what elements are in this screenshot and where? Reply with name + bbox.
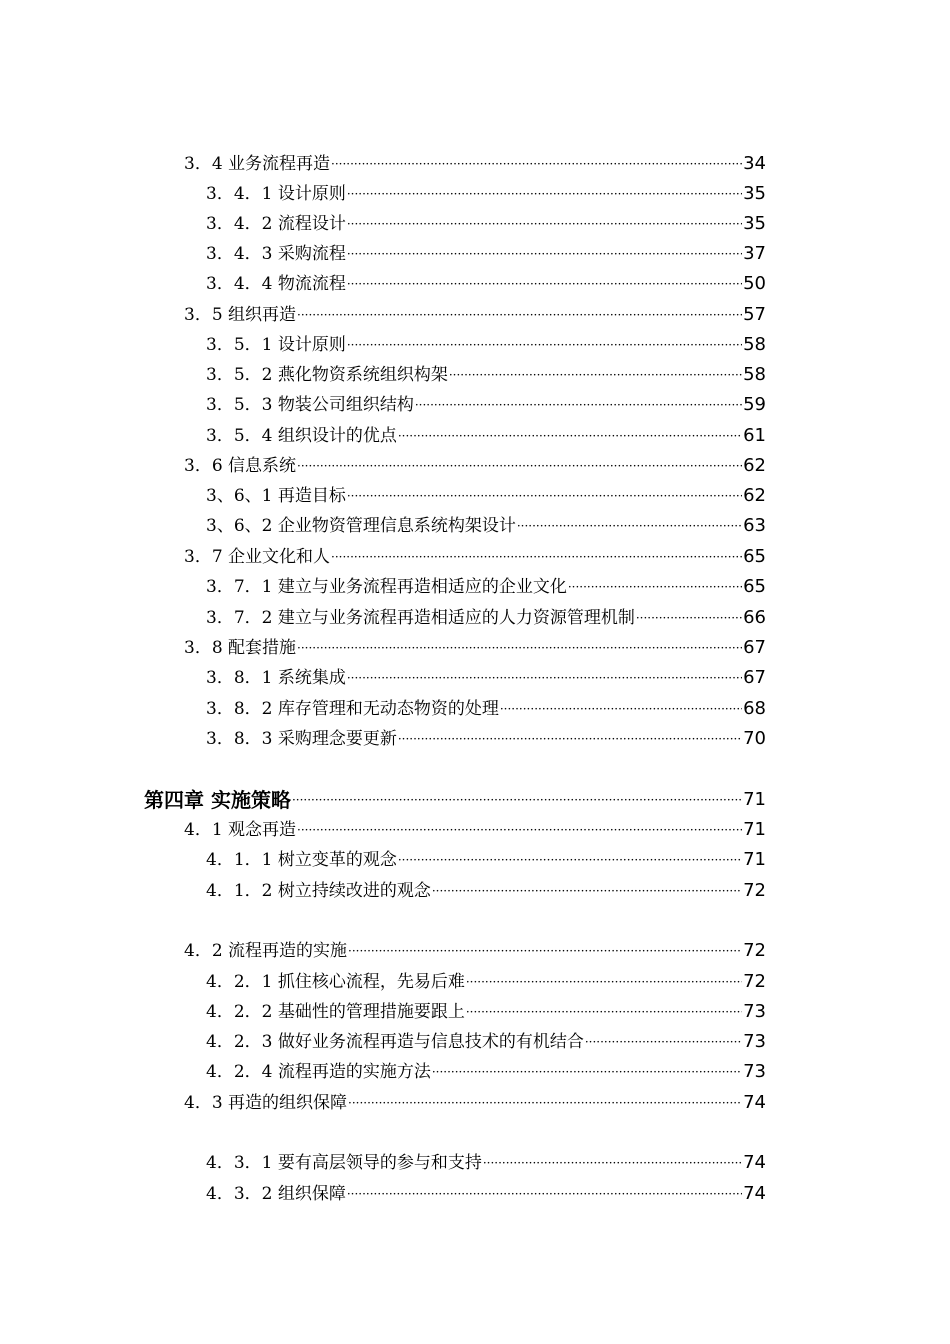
toc-entry-page: 65 [743,546,766,567]
toc-entry-page: 73 [743,1031,766,1052]
toc-entry[interactable] [184,300,766,330]
toc-entry-title: 4．2 流程再造的实施 [184,941,348,961]
toc-entry-title: 3．6 信息系统 [184,456,297,476]
toc-entry[interactable] [206,845,766,875]
dot-leader [585,1027,742,1057]
toc-entry[interactable] [206,330,766,360]
toc-entry[interactable] [184,451,766,481]
toc-entry-page: 37 [743,243,766,264]
toc-entry[interactable] [206,511,766,541]
toc-entry-page: 71 [743,849,766,870]
toc-entry[interactable] [206,269,766,299]
toc-entry-page: 62 [743,455,766,476]
toc-entry-title: 3．8．2 库存管理和无动态物资的处理 [206,699,499,719]
toc-entry-page: 66 [743,607,766,628]
toc-entry-title: 3．8．3 采购理念要更新 [206,729,397,749]
toc-entry[interactable] [206,997,766,1027]
toc-entry-title: 3．4．1 设计原则 [206,184,346,204]
dot-leader [347,269,742,299]
toc-entry[interactable] [184,815,766,845]
toc-entry-page: 58 [743,364,766,385]
toc-entry[interactable] [206,694,766,724]
toc-entry-title: 4．3．2 组织保障 [206,1184,346,1204]
toc-chapter-entry[interactable] [144,785,766,815]
toc-entry[interactable] [206,179,766,209]
toc-entry-page: 35 [743,213,766,234]
toc-entry-title: 3．8．1 系统集成 [206,668,346,688]
toc-entry-title: 3．5．2 燕化物资系统组织构架 [206,365,448,385]
dot-leader [347,330,742,360]
dot-leader [636,603,742,633]
toc-entry-title: 4．2．2 基础性的管理措施要跟上 [206,1002,465,1022]
toc-entry-title: 3．5 组织再造 [184,305,297,325]
dot-leader [331,149,742,179]
toc-entry-page: 68 [743,698,766,719]
toc-entry[interactable] [206,876,766,906]
toc-entry-page: 59 [743,394,766,415]
dot-leader [348,1088,742,1118]
toc-entry-title: 4．3．1 要有高层领导的参与和支持 [206,1153,482,1173]
toc-entry[interactable] [206,390,766,420]
toc-entry-page: 61 [743,425,766,446]
toc-entry-page: 35 [743,183,766,204]
dot-leader [331,542,742,572]
toc-entry[interactable] [206,1027,766,1057]
toc-entry[interactable] [206,603,766,633]
toc-entry-page: 72 [743,940,766,961]
dot-leader [297,633,742,663]
dot-leader [568,572,742,602]
dot-leader [292,785,742,815]
toc-entry-title: 3、6、2 企业物资管理信息系统构架设计 [206,516,516,536]
toc-entry[interactable] [206,1148,766,1178]
toc-entry-title: 4．2．4 流程再造的实施方法 [206,1062,431,1082]
toc-entry-page: 73 [743,1001,766,1022]
toc-entry-page: 63 [743,515,766,536]
toc-entry-page: 34 [743,153,766,174]
toc-entry-page: 67 [743,637,766,658]
toc-entry[interactable] [206,421,766,451]
toc-entry-page: 74 [743,1183,766,1204]
dot-leader [517,511,742,541]
toc-entry-page: 74 [743,1152,766,1173]
toc-entry-title: 3、6、1 再造目标 [206,486,346,506]
dot-leader [500,694,742,724]
toc-entry-title: 3．5．3 物装公司组织结构 [206,395,414,415]
dot-leader [398,845,742,875]
dot-leader [398,724,742,754]
dot-leader [347,663,742,693]
dot-leader [432,1057,742,1087]
toc-entry-page: 70 [743,728,766,749]
toc-entry-page: 72 [743,971,766,992]
toc-entry-page: 65 [743,576,766,597]
toc-chapter-title: 第四章 实施策略 [144,788,291,812]
toc-entry[interactable] [184,1088,766,1118]
toc-entry-title: 3．4．2 流程设计 [206,214,346,234]
toc-entry[interactable] [206,967,766,997]
toc-entry-title: 3．8 配套措施 [184,638,297,658]
dot-leader [398,421,742,451]
toc-entry[interactable] [206,572,766,602]
toc-entry-title: 3．7．1 建立与业务流程再造相适应的企业文化 [206,577,567,597]
toc-entry-title: 3．5．1 设计原则 [206,335,346,355]
toc-entry-page: 74 [743,1092,766,1113]
toc-entry[interactable] [206,663,766,693]
toc-entry-title: 3．7 企业文化和人 [184,547,331,567]
toc-entry-page: 67 [743,667,766,688]
toc-entry[interactable] [206,724,766,754]
toc-entry-page: 71 [743,819,766,840]
toc-entry-title: 3．4．3 采购流程 [206,244,346,264]
toc-entry-title: 4．3 再造的组织保障 [184,1093,348,1113]
dot-leader [347,481,742,511]
toc-entry-title: 4．1 观念再造 [184,820,297,840]
dot-leader [297,815,742,845]
toc-entry[interactable] [184,633,766,663]
dot-leader [347,239,742,269]
toc-entry-title: 3．4 业务流程再造 [184,154,331,174]
dot-leader [432,876,742,906]
dot-leader [347,209,742,239]
toc-entry[interactable] [206,1179,766,1209]
dot-leader [415,390,742,420]
dot-leader [483,1148,742,1178]
toc-entry-page: 58 [743,334,766,355]
dot-leader [347,179,742,209]
toc-entry-title: 3．5．4 组织设计的优点 [206,426,397,446]
toc-entry-page: 73 [743,1061,766,1082]
dot-leader [297,451,742,481]
toc-entry-page: 57 [743,304,766,325]
toc-entry-page: 71 [743,789,766,810]
toc-entry-title: 4．2．3 做好业务流程再造与信息技术的有机结合 [206,1032,584,1052]
toc-entry-title: 4．1．1 树立变革的观念 [206,850,397,870]
toc-entry[interactable] [206,1057,766,1087]
dot-leader [466,997,742,1027]
toc-entry-title: 4．1．2 树立持续改进的观念 [206,881,431,901]
dot-leader [449,360,742,390]
toc-entry[interactable] [206,481,766,511]
toc-entry-title: 3．4．4 物流流程 [206,274,346,294]
toc-entry[interactable] [206,239,766,269]
toc-entry-page: 50 [743,273,766,294]
dot-leader [466,967,742,997]
toc-entry-page: 62 [743,485,766,506]
toc-entry-page: 72 [743,880,766,901]
dot-leader [297,300,742,330]
toc-entry-title: 4．2．1 抓住核心流程，先易后难 [206,972,465,992]
dot-leader [347,1179,742,1209]
toc-entry[interactable] [206,360,766,390]
toc-entry[interactable] [206,209,766,239]
toc-entry[interactable] [184,542,766,572]
toc-entry-title: 3．7．2 建立与业务流程再造相适应的人力资源管理机制 [206,608,635,628]
toc-entry[interactable] [184,936,766,966]
dot-leader [348,936,742,966]
toc-entry[interactable] [184,149,766,179]
